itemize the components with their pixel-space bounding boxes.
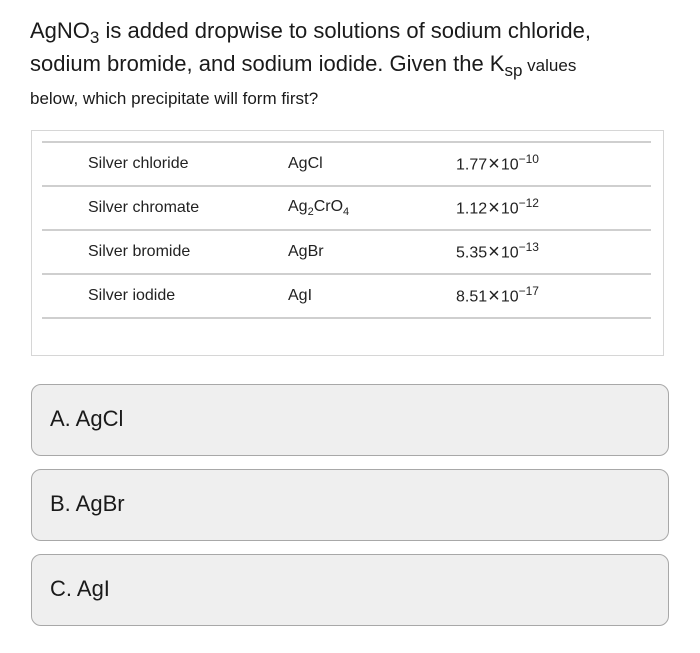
compound-name: Silver chloride [42, 142, 288, 186]
question-line-1: AgNO$_3$ is added dropwise to solutions of sodium chloride, [30, 18, 591, 47]
question-line-2: sodium bromide, and sodium iodide. Given the $K_{sp}$ values [30, 51, 577, 80]
table-row [42, 230, 651, 274]
answer-option-label: A. AgCl [50, 406, 124, 431]
ksp-value: $1.12\times 10^{-12}$ [456, 186, 651, 230]
compound-formula: AgBr [288, 230, 456, 274]
answer-option-c[interactable] [31, 554, 669, 626]
ksp-value: $8.51\times 10^{-17}$ [456, 274, 651, 318]
ksp-value: $1.77\times 10^{-10}$ [456, 142, 651, 186]
compound-formula: $Ag_2CrO_4$ [288, 186, 456, 230]
table-row [42, 142, 651, 186]
answer-option-label: C. AgI [50, 576, 110, 601]
compound-formula: AgI [288, 274, 456, 318]
answer-option-b[interactable] [31, 469, 669, 541]
compound-name: Silver iodide [42, 274, 288, 318]
compound-formula: AgCl [288, 142, 456, 186]
ksp-table-image [31, 130, 664, 356]
answer-option-a[interactable] [31, 384, 669, 456]
question-text [30, 14, 670, 115]
ksp-table [42, 141, 651, 319]
question-line-3: below, which precipitate will form first? [30, 89, 319, 108]
table-row [42, 186, 651, 230]
answer-option-label: B. AgBr [50, 491, 125, 516]
compound-name: Silver bromide [42, 230, 288, 274]
compound-name: Silver chromate [42, 186, 288, 230]
ksp-value: $5.35\times 10^{-13}$ [456, 230, 651, 274]
table-row [42, 274, 651, 318]
